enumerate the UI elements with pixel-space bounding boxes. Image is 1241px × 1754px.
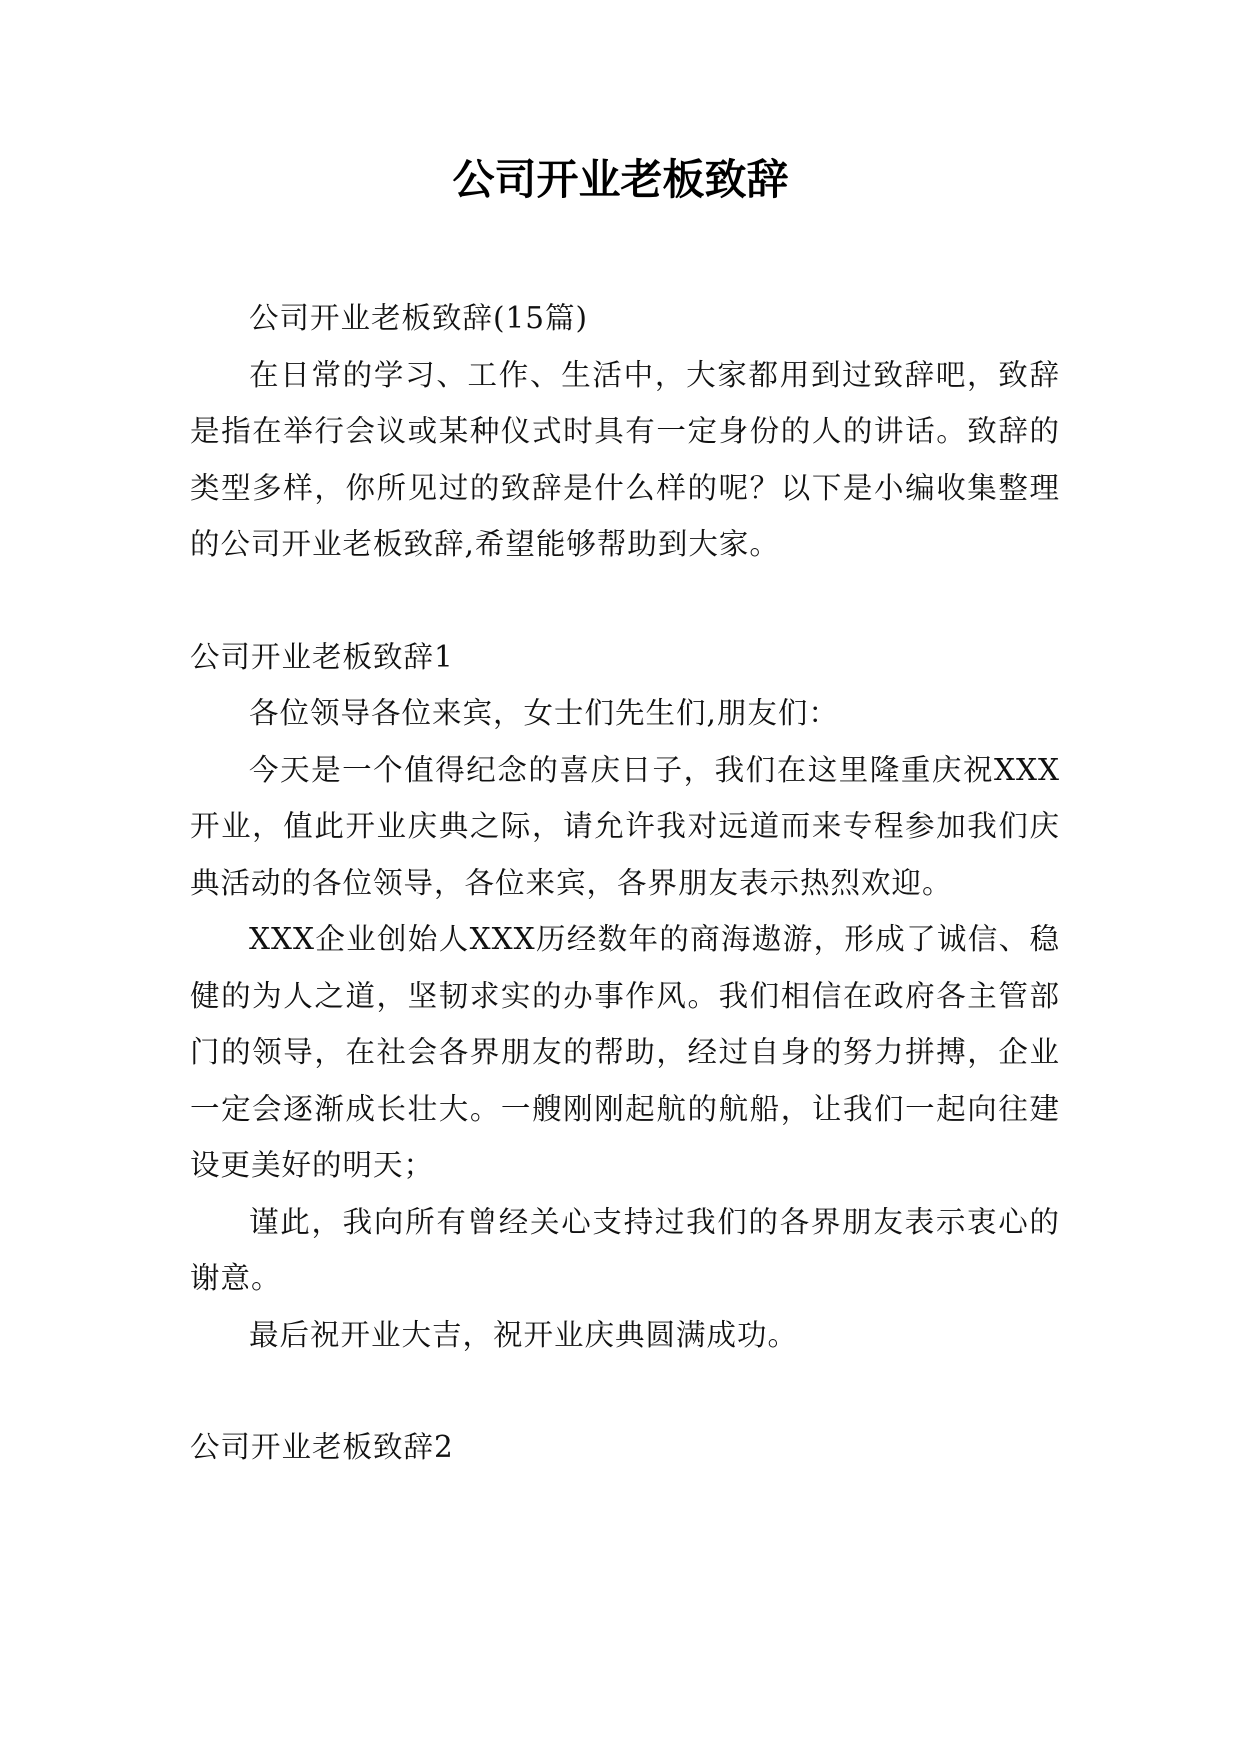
section-1-paragraph-1: 各位领导各位来宾，女士们先生们,朋友们：: [249, 696, 839, 730]
section-1-paragraph-3: XXX企业创始人XXX历经数年的商海遨游，形成了诚信、稳健的为人之道，坚韧求实的办事作风。我们相信在政府各主管部门的领导，在社会各界朋友的帮助，经过自身的努力拼搏，企业一定会逐渐成长壮大。一艘刚刚起航的航船，让我们一起向往建设更美好的明天；: [190, 922, 1060, 1182]
document-title: 公司开业老板致辞: [452, 155, 789, 204]
intro-paragraph: 在日常的学习、工作、生活中，大家都用到过致辞吧，致辞是指在举行会议或某种仪式时具有一定身份的人的讲话。致辞的类型多样，你所见过的致辞是什么样的呢？以下是小编收集整理的公司开业老板致辞,希望能够帮助到大家。: [190, 357, 1060, 561]
section-heading-2: 公司开业老板致辞2: [190, 1430, 454, 1464]
section-1-paragraph-5: 最后祝开业大吉，祝开业庆典圆满成功。: [249, 1317, 799, 1352]
section-heading-1: 公司开业老板致辞1: [190, 639, 454, 674]
section-1-paragraph-2: 今天是一个值得纪念的喜庆日子，我们在这里隆重庆祝XXX开业，值此开业庆典之际，请允许我对远道而来专程参加我们庆典活动的各位领导，各位来宾，各界朋友表示热烈欢迎。: [190, 752, 1060, 900]
section-1-paragraph-4: 谨此，我向所有曾经关心支持过我们的各界朋友表示衷心的谢意。: [190, 1204, 1060, 1295]
document-body: [190, 290, 1060, 1476]
intro-subtitle: 公司开业老板致辞(15篇): [249, 301, 589, 335]
